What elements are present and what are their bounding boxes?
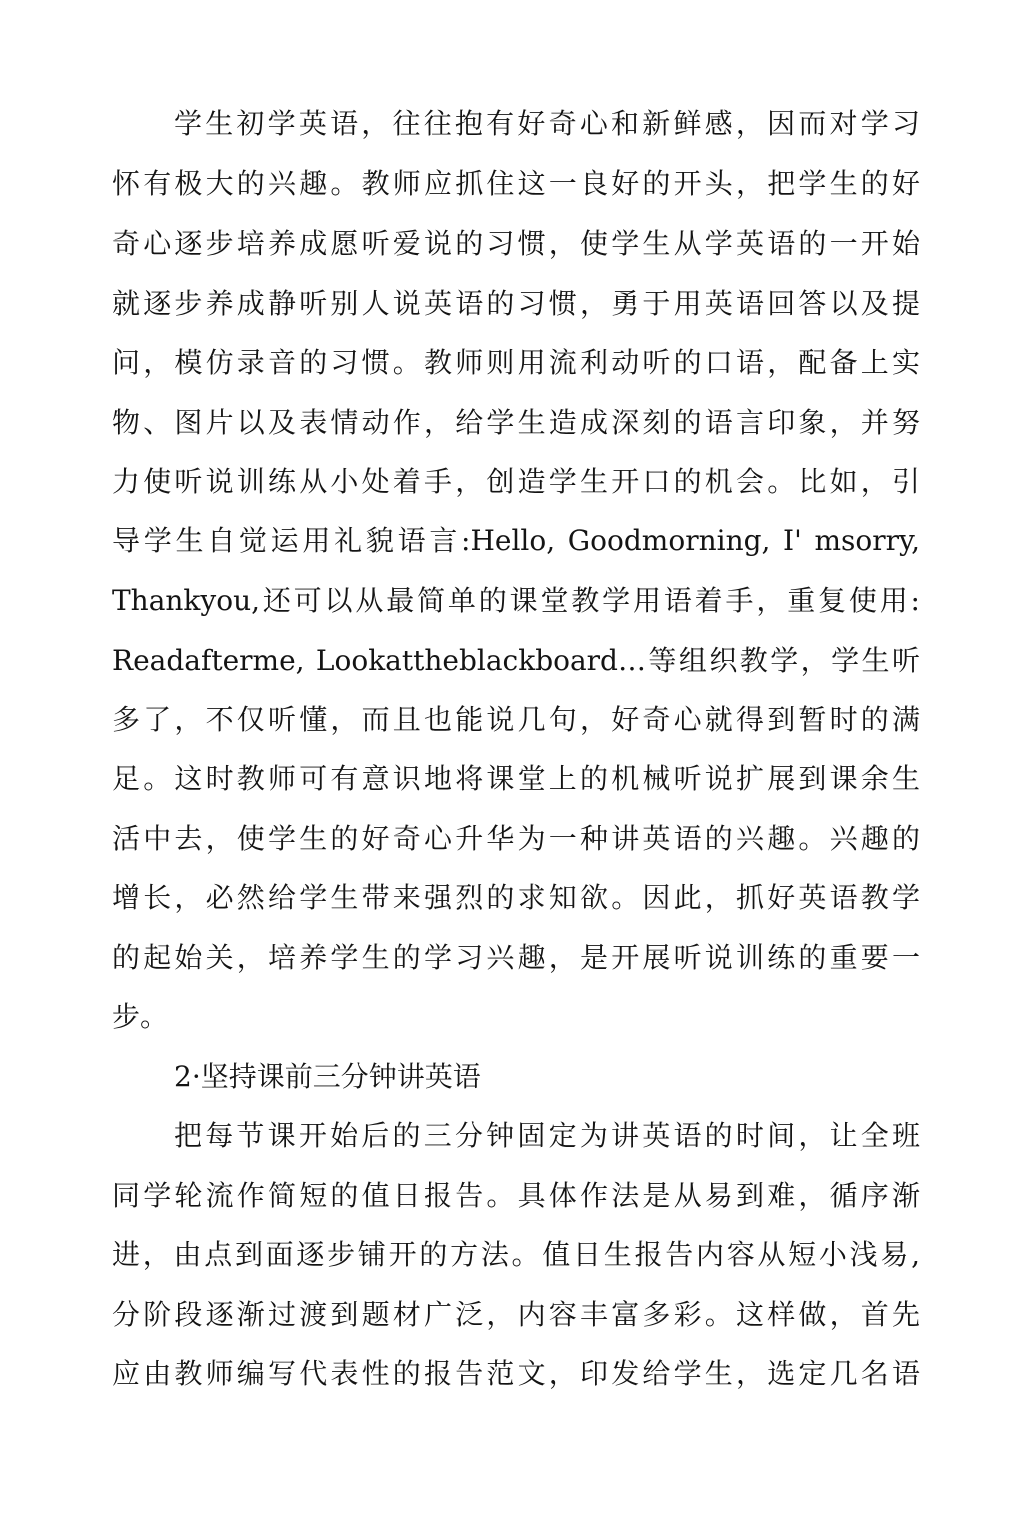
paragraph-line: 足。这时教师可有意识地将课堂上的机械听说扩展到课余生 (112, 762, 920, 795)
paragraph-line: 多了，不仅听懂，而且也能说几句，好奇心就得到暂时的满 (112, 703, 920, 736)
section-heading: 2·坚持课前三分钟讲英语 (174, 1060, 481, 1093)
paragraph-line: 应由教师编写代表性的报告范文，印发给学生，选定几名语 (112, 1357, 920, 1390)
paragraph-line: 奇心逐步培养成愿听爱说的习惯，使学生从学英语的一开始 (112, 227, 920, 260)
paragraph-line: 把每节课开始后的三分钟固定为讲英语的时间，让全班 (174, 1119, 920, 1152)
paragraph-line: 就逐步养成静听别人说英语的习惯，勇于用英语回答以及提 (112, 287, 920, 320)
paragraph-line: Thankyou,还可以从最简单的课堂教学用语着手，重复使用: (112, 584, 920, 617)
paragraph-line: 进，由点到面逐步铺开的方法。值日生报告内容从短小浅易, (112, 1238, 920, 1271)
paragraph-line: 活中去，使学生的好奇心升华为一种讲英语的兴趣。兴趣的 (112, 822, 920, 855)
paragraph-line: 步。 (112, 1000, 169, 1033)
paragraph-line: 的起始关，培养学生的学习兴趣，是开展听说训练的重要一 (112, 941, 920, 974)
paragraph-line: 怀有极大的兴趣。教师应抓住这一良好的开头，把学生的好 (112, 167, 920, 200)
paragraph-line: 学生初学英语，往往抱有好奇心和新鲜感，因而对学习 (174, 107, 920, 140)
paragraph-line: 分阶段逐渐过渡到题材广泛，内容丰富多彩。这样做，首先 (112, 1298, 920, 1331)
paragraph-line: Readafterme, Lookattheblackboard…等组织教学，学生听 (112, 644, 920, 677)
paragraph-line: 同学轮流作简短的值日报告。具体作法是从易到难，循序渐 (112, 1179, 920, 1212)
paragraph-line: 问，模仿录音的习惯。教师则用流利动听的口语，配备上实 (112, 346, 920, 379)
paragraph-line: 导学生自觉运用礼貌语言:Hello, Goodmorning, I' msorry, (112, 524, 920, 557)
paragraph-line: 增长，必然给学生带来强烈的求知欲。因此，抓好英语教学 (112, 881, 920, 914)
paragraph-line: 力使听说训练从小处着手，创造学生开口的机会。比如，引 (112, 465, 920, 498)
paragraph-line: 物、图片以及表情动作，给学生造成深刻的语言印象，并努 (112, 406, 920, 439)
